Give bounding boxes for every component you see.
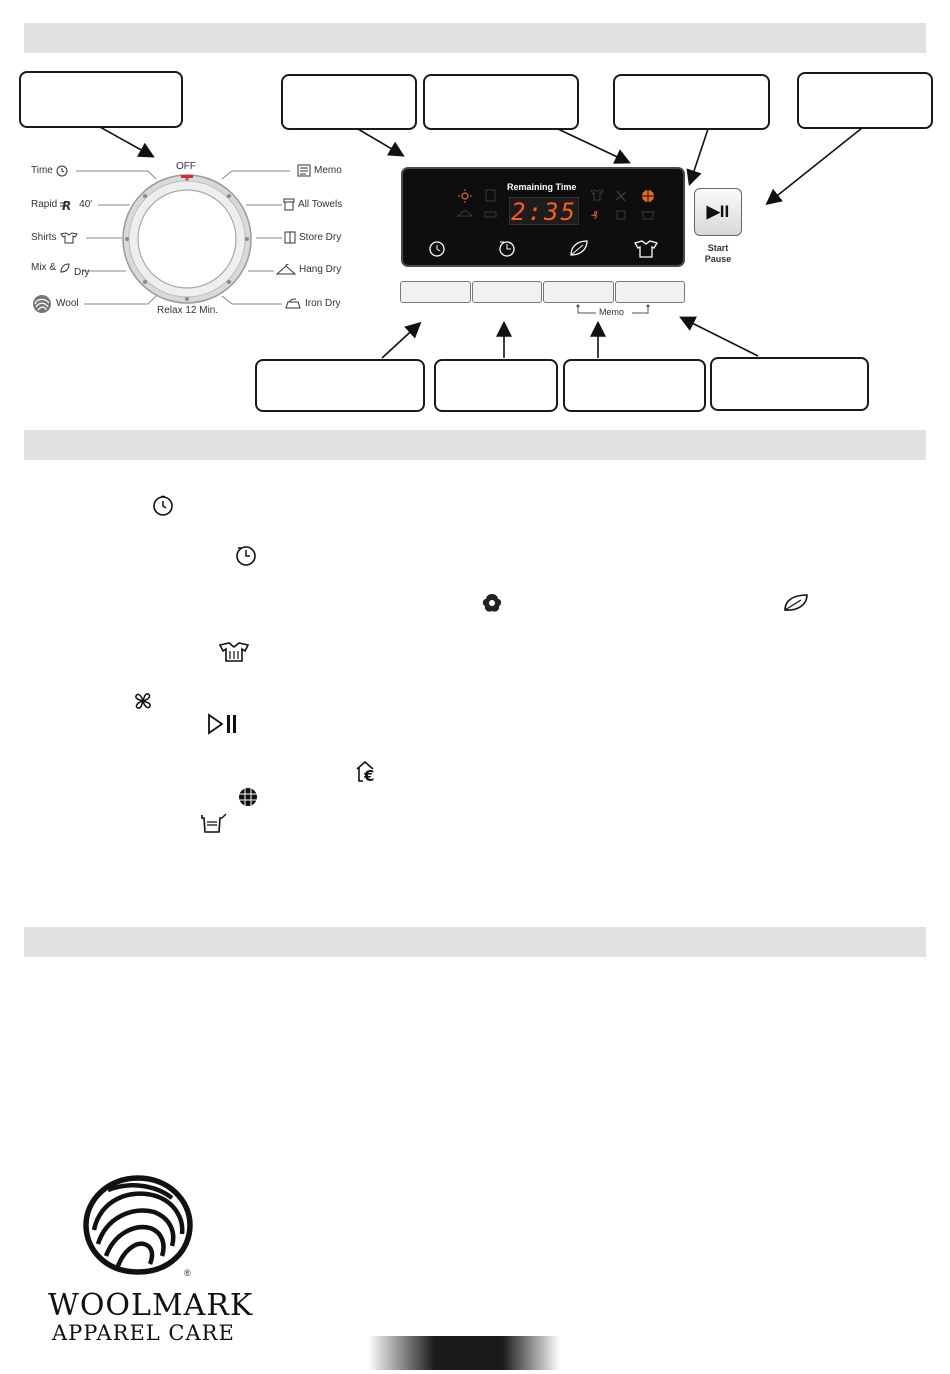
page-number-strip [368, 1336, 560, 1370]
display-clock-icon [430, 242, 444, 256]
remaining-time-label: Remaining Time [507, 182, 577, 192]
dial-iron-dry-label: Iron Dry [305, 298, 341, 309]
time-readout: 2:35 [509, 197, 579, 225]
time-feature-icon [152, 495, 174, 517]
dial-wool-label: Wool [56, 298, 79, 309]
dial-off-label: OFF [176, 161, 196, 172]
cupboard-icon [284, 231, 296, 244]
dial-time [31, 165, 68, 177]
iron-icon [284, 298, 302, 310]
dial-rapid [31, 199, 92, 211]
callout-button-3 [563, 359, 706, 412]
panel-button-3[interactable] [543, 281, 614, 303]
start-pause-button[interactable] [694, 188, 742, 236]
panel-button-2[interactable] [472, 281, 543, 303]
cotton-feature-icon [480, 592, 504, 614]
rapid-icon [60, 199, 76, 211]
hanger-icon [276, 264, 296, 276]
clock-icon [56, 165, 68, 177]
mix-icon [59, 262, 71, 274]
registered-mark: ® [184, 1268, 191, 1278]
memo-icon [297, 164, 311, 177]
woolmark-brand-text: WOOLMARK [48, 1288, 254, 1323]
dial-shirts-label: Shirts [31, 232, 57, 243]
dial-all-towels [283, 198, 342, 211]
display-icons [403, 169, 683, 265]
dial-time-label: Time [31, 165, 53, 176]
start-label: Start [707, 243, 729, 253]
callout-start-pause [797, 72, 933, 129]
panel-button-4[interactable] [615, 281, 686, 303]
section-band-1 [24, 23, 926, 53]
callout-button-1 [255, 359, 425, 412]
dial-memo-label: Memo [314, 164, 342, 176]
svg-text:€: € [364, 767, 375, 783]
section-band-2 [24, 430, 926, 460]
panel-button-row [400, 281, 686, 305]
dial-memo [297, 164, 342, 177]
dial-shirts [31, 232, 78, 244]
dial-mix-dry [31, 262, 90, 278]
section-band-3 [24, 927, 926, 957]
dial-rapid-label: Rapid [31, 199, 58, 210]
control-display [401, 167, 685, 267]
display-shirt-icon [635, 241, 657, 257]
svg-text:R: R [62, 199, 72, 211]
dial-mix-label: Mix & [31, 262, 56, 273]
tub-feature-icon [199, 812, 229, 834]
eco-indicator-icon: ₰ [591, 209, 598, 222]
callout-button-4 [710, 357, 869, 411]
display-leaf-icon [571, 241, 587, 255]
leaf-feature-icon [782, 592, 810, 614]
dial-all-towels-label: All Towels [298, 198, 343, 210]
dial-wool [31, 294, 79, 314]
dial-rapid-suffix: 40' [79, 199, 93, 210]
callout-dial [19, 71, 183, 128]
fan-indicator-icon [616, 191, 626, 201]
towels-icon [283, 198, 295, 211]
fan-feature-icon [132, 690, 154, 712]
dial-store-dry [284, 231, 341, 244]
woolmark-logo-icon [78, 1170, 198, 1280]
callout-display-right [423, 74, 579, 130]
eco-euro-feature-icon [355, 759, 381, 783]
pause-label: Pause [704, 254, 732, 264]
tub-indicator-icon [642, 212, 654, 219]
shirt-indicator-icon [591, 190, 603, 200]
grid-feature-icon [237, 786, 259, 808]
start-pause-feature-icon [206, 713, 240, 735]
play-pause-icon: ▶II [706, 202, 730, 221]
start-pause-label [694, 243, 742, 265]
dial-relax-label: Relax 12 Min. [157, 305, 219, 316]
square-indicator-icon [617, 211, 625, 219]
sun-indicator-icon [458, 189, 472, 203]
cupboard-indicator-icon [486, 190, 495, 201]
callout-display-left [281, 74, 417, 130]
dial-hang-dry [276, 264, 341, 276]
woolmark-sub-text: APPAREL CARE [52, 1321, 235, 1345]
memo-label: Memo [599, 307, 625, 317]
display-delay-icon [500, 242, 514, 256]
dial-store-dry-label: Store Dry [299, 231, 342, 243]
grid-indicator-icon [642, 190, 654, 202]
callout-indicator [613, 74, 770, 130]
dial-iron-dry [284, 298, 341, 310]
delay-feature-icon [234, 545, 258, 567]
hanger-indicator-icon [458, 210, 472, 216]
dial-hang-dry-label: Hang Dry [299, 264, 342, 275]
shirt-icon [60, 232, 78, 244]
callout-button-2 [434, 359, 558, 412]
iron-indicator-icon [485, 212, 496, 217]
panel-button-1[interactable] [400, 281, 471, 303]
dial-dry-label: Dry [74, 267, 90, 278]
wool-icon [31, 294, 53, 314]
shirt-feature-icon [218, 641, 252, 663]
